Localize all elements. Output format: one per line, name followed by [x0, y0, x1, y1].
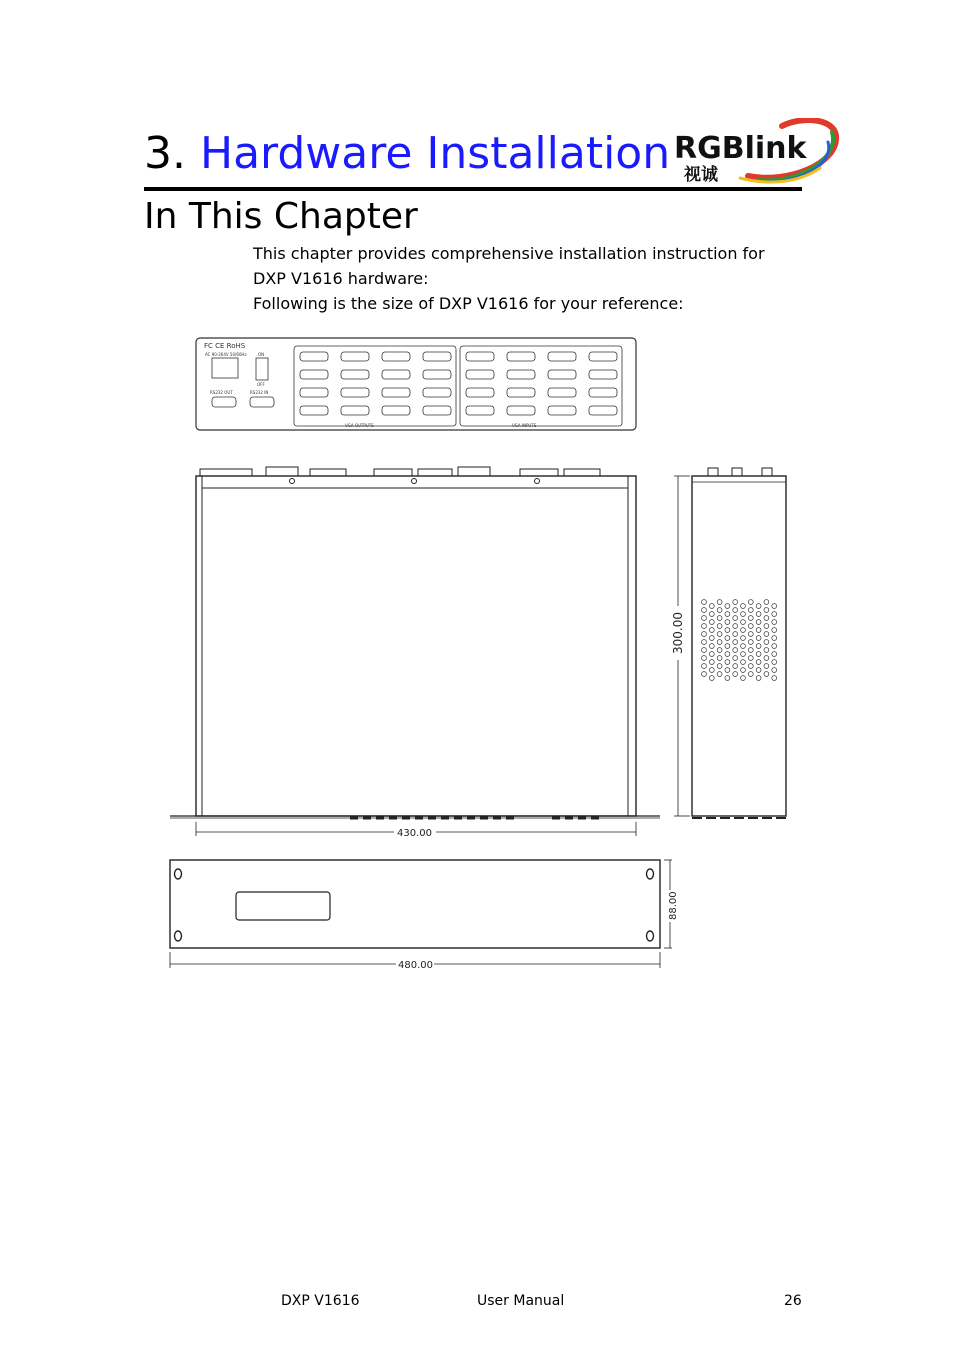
vent-hole: [756, 628, 761, 633]
vent-hole: [702, 608, 707, 613]
vent-hole: [733, 616, 738, 621]
vent-hole: [764, 640, 769, 645]
logo-text: RGBlink: [674, 131, 807, 166]
vent-hole: [748, 600, 753, 605]
vent-hole: [709, 668, 714, 673]
vent-hole: [725, 636, 730, 641]
front-view: [170, 860, 672, 968]
footer-page-number: 26: [784, 1293, 802, 1309]
vent-hole: [702, 656, 707, 661]
vent-hole: [741, 644, 746, 649]
vent-holes: [702, 600, 777, 681]
dimension-width: 430.00: [397, 828, 432, 839]
vent-hole: [772, 612, 777, 617]
vent-hole: [725, 660, 730, 665]
vent-hole: [772, 636, 777, 641]
rgblink-logo: [670, 118, 842, 188]
vent-hole: [764, 648, 769, 653]
vent-hole: [717, 640, 722, 645]
vent-hole: [725, 668, 730, 673]
vent-hole: [756, 676, 761, 681]
vent-hole: [717, 672, 722, 677]
vent-hole: [764, 608, 769, 613]
vent-hole: [772, 604, 777, 609]
vent-hole: [756, 652, 761, 657]
vent-hole: [756, 620, 761, 625]
vent-hole: [741, 660, 746, 665]
vent-hole: [725, 604, 730, 609]
vent-hole: [764, 624, 769, 629]
vent-hole: [717, 608, 722, 613]
vent-hole: [702, 664, 707, 669]
vent-hole: [709, 676, 714, 681]
chapter-title: [144, 128, 670, 180]
vent-hole: [733, 624, 738, 629]
vent-hole: [717, 616, 722, 621]
vent-hole: [756, 660, 761, 665]
vent-hole: [702, 616, 707, 621]
vent-hole: [717, 648, 722, 653]
vent-hole: [764, 616, 769, 621]
vent-hole: [733, 664, 738, 669]
dimension-drawing: [160, 320, 800, 980]
dimension-depth: 300.00: [671, 612, 685, 654]
switch-off-label: OFF: [257, 382, 265, 387]
paragraph-line-2: DXP V1616 hardware:: [253, 269, 429, 288]
switch-on-label: ON: [258, 352, 265, 357]
vent-hole: [764, 600, 769, 605]
vent-hole: [702, 632, 707, 637]
vent-hole: [772, 668, 777, 673]
vent-hole: [764, 672, 769, 677]
rear-panel-view: [196, 338, 636, 430]
vent-hole: [741, 652, 746, 657]
vent-hole: [741, 604, 746, 609]
vent-hole: [756, 612, 761, 617]
vent-hole: [756, 636, 761, 641]
vent-hole: [741, 620, 746, 625]
vent-hole: [709, 628, 714, 633]
vent-hole: [748, 616, 753, 621]
vent-hole: [702, 672, 707, 677]
section-title: In This Chapter: [144, 196, 418, 237]
vent-hole: [772, 676, 777, 681]
vent-hole: [772, 628, 777, 633]
vent-hole: [725, 612, 730, 617]
vent-hole: [725, 652, 730, 657]
vent-hole: [733, 672, 738, 677]
vent-hole: [748, 656, 753, 661]
vent-hole: [741, 612, 746, 617]
vga-inputs-label: VGA INPUTS: [512, 423, 537, 428]
vent-hole: [717, 656, 722, 661]
vent-hole: [748, 664, 753, 669]
vent-hole: [772, 660, 777, 665]
dimension-rack-width: 480.00: [398, 960, 433, 971]
vent-hole: [725, 628, 730, 633]
vent-hole: [772, 652, 777, 657]
vent-hole: [764, 632, 769, 637]
rs232-in-label: RS232 IN: [250, 390, 269, 395]
vent-hole: [717, 664, 722, 669]
vent-hole: [733, 648, 738, 653]
vent-hole: [741, 668, 746, 673]
footer-doc: User Manual: [477, 1293, 565, 1309]
vent-hole: [741, 628, 746, 633]
vent-hole: [764, 664, 769, 669]
vent-hole: [702, 648, 707, 653]
vent-hole: [733, 632, 738, 637]
rs232-out-label: RS232 OUT: [210, 390, 233, 395]
footer-product: DXP V1616: [281, 1293, 360, 1309]
vent-hole: [748, 608, 753, 613]
vent-hole: [756, 668, 761, 673]
vent-hole: [725, 620, 730, 625]
vent-hole: [709, 636, 714, 641]
vent-hole: [748, 624, 753, 629]
vent-hole: [709, 604, 714, 609]
logo-cjk: 视诚: [684, 165, 718, 185]
vent-hole: [748, 648, 753, 653]
title-rule: [144, 187, 802, 191]
vent-hole: [709, 620, 714, 625]
vent-hole: [748, 640, 753, 645]
vent-hole: [702, 624, 707, 629]
vent-hole: [717, 632, 722, 637]
vent-hole: [741, 676, 746, 681]
top-view: [170, 467, 660, 836]
vent-hole: [725, 676, 730, 681]
dimension-height: 88.00: [668, 891, 679, 920]
vent-hole: [756, 644, 761, 649]
vent-hole: [717, 624, 722, 629]
vent-hole: [733, 608, 738, 613]
vent-hole: [709, 660, 714, 665]
vent-hole: [733, 656, 738, 661]
vent-hole: [733, 640, 738, 645]
vent-hole: [772, 620, 777, 625]
vent-hole: [772, 644, 777, 649]
vent-hole: [709, 652, 714, 657]
rear-panel-marks: FC CE RoHS: [204, 342, 246, 350]
power-label: AC 90-264V 50/60Hz: [205, 352, 247, 357]
vent-hole: [733, 600, 738, 605]
vent-hole: [709, 644, 714, 649]
side-view: [674, 468, 786, 818]
vga-outputs-label: VGA OUTPUTS: [345, 423, 374, 428]
vent-hole: [741, 636, 746, 641]
vent-hole: [748, 672, 753, 677]
paragraph-line-1: This chapter provides comprehensive installation instruction for: [253, 244, 765, 263]
vent-hole: [717, 600, 722, 605]
chapter-number: 3.: [144, 128, 186, 179]
vent-hole: [756, 604, 761, 609]
vent-hole: [764, 656, 769, 661]
vent-hole: [702, 600, 707, 605]
vent-hole: [702, 640, 707, 645]
paragraph-line-3: Following is the size of DXP V1616 for your reference:: [253, 294, 684, 313]
vent-hole: [748, 632, 753, 637]
vent-hole: [725, 644, 730, 649]
chapter-title-text: Hardware Installation: [199, 128, 671, 179]
vent-hole: [709, 612, 714, 617]
